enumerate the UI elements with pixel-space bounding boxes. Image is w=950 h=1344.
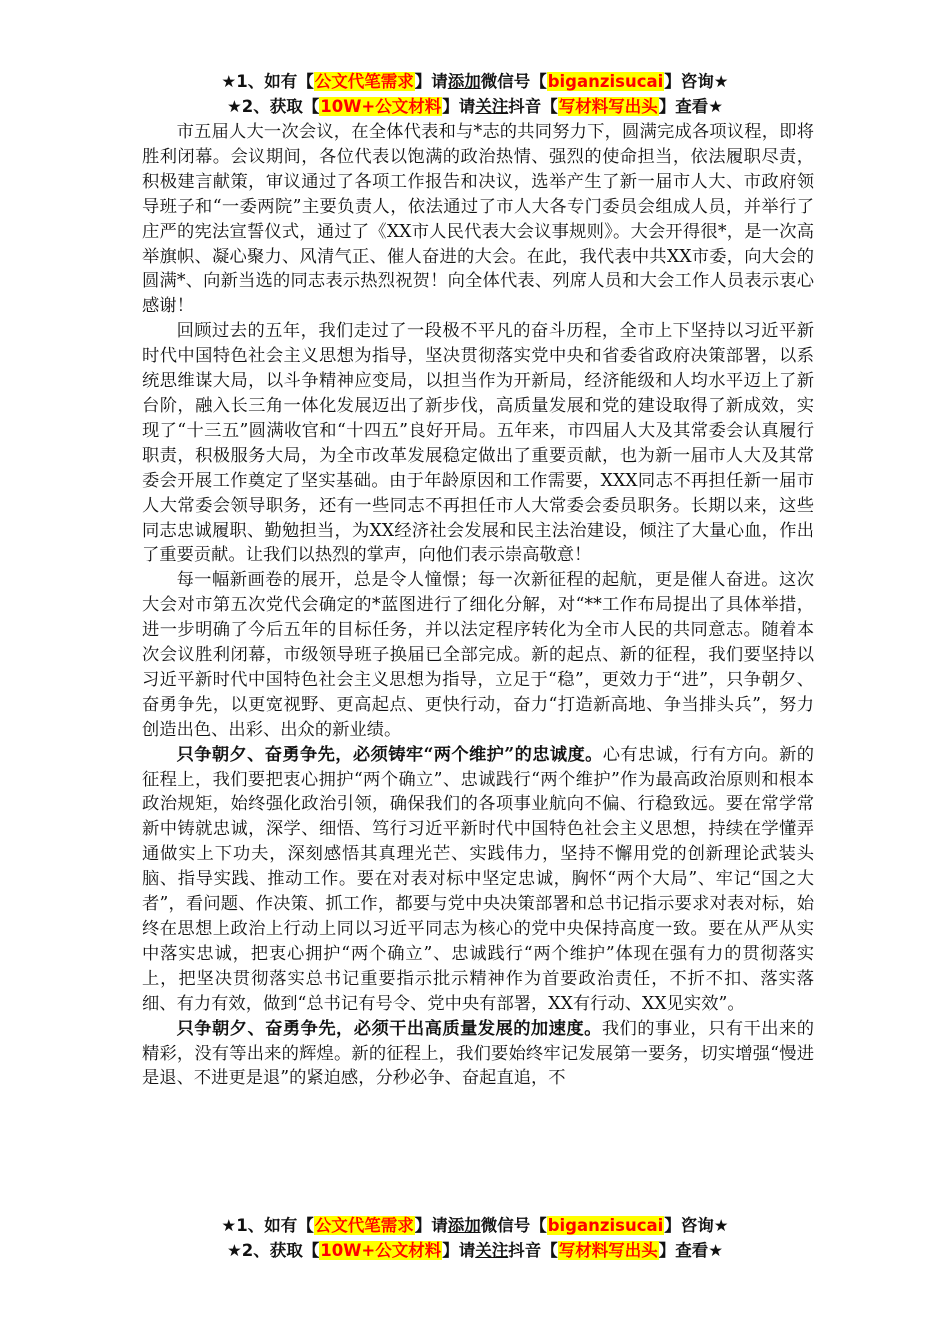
paragraph-3: 每一幅新画卷的展开，总是令人憧憬；每一次新征程的起航，更是催人奋进。这次大会对市第五次党代会确定的*蓝图进行了细化分解，对“**工作布局提出了具体举措，进一步明确了今后五年的目标任务，并以法定程序转化为全市人民的共同意志。随着本次会议胜利闭幕，市级领导班子换届已全部完成。新的起点、新的征程，我们要坚持以习近平新时代中国特色社会主义思想为指导，立足于“稳”，更效力于“进”，只争朝夕、奋勇争先，以更宽视野、更高起点、更快行动，奋力“打造新高地、争当排头兵”，努力创造出色、出彩、出众的新业绩。: [142, 570, 814, 740]
paragraph-5: [142, 1017, 814, 1092]
promo-text: 】咨询★: [664, 1216, 729, 1235]
promo-text: 】请: [442, 97, 476, 116]
promo-text: 】请: [414, 1216, 448, 1235]
promo-text: ★2、获取【: [226, 97, 320, 116]
promo-highlight: 公文代笔需求: [314, 72, 414, 91]
paragraph-1: 市五届人大一次会议，在全体代表和与*志的共同努力下，圆满完成各项议程，即将胜利闭幕。会议期间，各位代表以饱满的政治热情、强烈的使命担当，依法履职尽责，积极建言献策，审议通过了各项工作报告和决议，选举产生了新一届市人大、市政府领导班子和“一委两院”主要负责人，依法通过了市人大各专门委员会组成人员，并举行了庄严的宪法宣誓仪式，通过了《XX市人民代表大会议事规则》。大会开得很*，是一次高举旗帜、凝心聚力、风清气正、催人奋进的大会。在此，我代表中共XX市委，向大会的圆满*、向新当选的同志表示热烈祝贺！向全体代表、列席人员和大会工作人员表示衷心感谢！: [142, 122, 814, 317]
promo-text: 】请: [442, 1241, 476, 1260]
promo-underline: 关注: [475, 97, 509, 116]
promo-highlight: 10W+公文材料: [320, 1241, 442, 1260]
promo-highlight: 公文代笔需求: [314, 1216, 414, 1235]
paragraph-4: [142, 743, 814, 1017]
promo-highlight: 写材料写出头: [558, 1241, 658, 1260]
promo-highlight: biganzisucai: [547, 1216, 664, 1235]
promo-text: 】查看★: [658, 97, 724, 116]
promo-banner-top: [0, 70, 950, 120]
document-body: [142, 120, 814, 1091]
promo-text: 】咨询★: [664, 72, 729, 91]
promo-highlight: 写材料写出头: [558, 97, 658, 116]
promo-text: ★1、如有【: [221, 72, 314, 91]
paragraph-5-heading: 只争朝夕、奋勇争先，必须干出高质量发展的加速度。: [176, 1018, 602, 1039]
promo-text: 】查看★: [658, 1241, 724, 1260]
paragraph-4-text: 心有忠诚，行有方向。新的征程上，我们要把衷心拥护“两个确立”、忠诚践行“两个维护”作为最高政治原则和根本政治规矩，始终强化政治引领，确保我们的各项事业航向不偏、行稳致远。要在常学常新中铸就忠诚，深学、细悟、笃行习近平新时代中国特色社会主义思想，持续在学懂弄通做实上下功夫，深刻感悟其真理光芒、实践伟力，坚持不懈用党的创新理论武装头脑、指导实践、推动工作。要在对表对标中坚定忠诚，胸怀“两个大局”、牢记“国之大者”，看问题、作决策、抓工作，都要与党中央决策部署和总书记指示要求对表对标，始终在思想上政治上行动上同以习近平同志为核心的党中央保持高度一致。要在从严从实中落实忠诚，把衷心拥护“两个确立”、忠诚践行“两个维护”体现在强有力的贯彻落实上，把坚决贯彻落实总书记重要指示批示精神作为首要政治责任，不折不扣、落实落细、有力有效，做到“总书记有号令、党中央有部署，XX有行动、XX见实效”。: [142, 744, 814, 1014]
promo-text: 抖音【: [508, 97, 558, 116]
promo-line-2: [0, 95, 950, 120]
promo-banner-bottom: [0, 1214, 950, 1264]
promo-highlight: 10W+公文材料: [320, 97, 442, 116]
promo-underline: 添加: [447, 72, 481, 91]
paragraph-4-heading: 只争朝夕、奋勇争先，必须铸牢“两个维护”的忠诚度。: [176, 744, 603, 765]
promo-text: 微信号【: [480, 72, 547, 91]
promo-underline: 添加: [447, 1216, 481, 1235]
paragraph-5-text: 我们的事业，只有干出来的精彩，没有等出来的辉煌。新的征程上，我们要始终牢记发展第一要务，切实增强“慢进是退、不进更是退”的紧迫感，分秒必争、奋起直追，不: [142, 1018, 814, 1089]
paragraph-2: 回顾过去的五年，我们走过了一段极不平凡的奋斗历程，全市上下坚持以习近平新时代中国特色社会主义思想为指导，坚决贯彻落实党中央和省委省政府决策部署，以系统思维谋大局，以斗争精神应变局，以担当作为开新局，经济能级和人均水平迈上了新台阶，融入长三角一体化发展迈出了新步伐，高质量发展和党的建设取得了新成效，实现了“十三五”圆满收官和“十四五”良好开局。五年来，市四届人大及其常委会认真履行职责，积极服务大局，为全市改革发展稳定做出了重要贡献，也为新一届市人大及其常委会开展工作奠定了坚实基础。由于年龄原因和工作需要，XXX同志不再担任新一届市人大常委会领导职务，还有一些同志不再担任市人大常委会委员职务。长期以来，这些同志忠诚履职、勤勉担当，为XX经济社会发展和民主法治建设，倾注了大量心血，作出了重要贡献。让我们以热烈的掌声，向他们表示崇高敬意！: [142, 321, 814, 566]
promo-underline: 关注: [475, 1241, 509, 1260]
promo-text: 抖音【: [508, 1241, 558, 1260]
promo-line-1: [0, 70, 950, 95]
promo-line-2: [0, 1239, 950, 1264]
promo-line-1: [0, 1214, 950, 1239]
promo-text: ★2、获取【: [226, 1241, 320, 1260]
promo-text: 】请: [414, 72, 448, 91]
promo-highlight: biganzisucai: [547, 72, 664, 91]
promo-text: ★1、如有【: [221, 1216, 314, 1235]
promo-text: 微信号【: [480, 1216, 547, 1235]
